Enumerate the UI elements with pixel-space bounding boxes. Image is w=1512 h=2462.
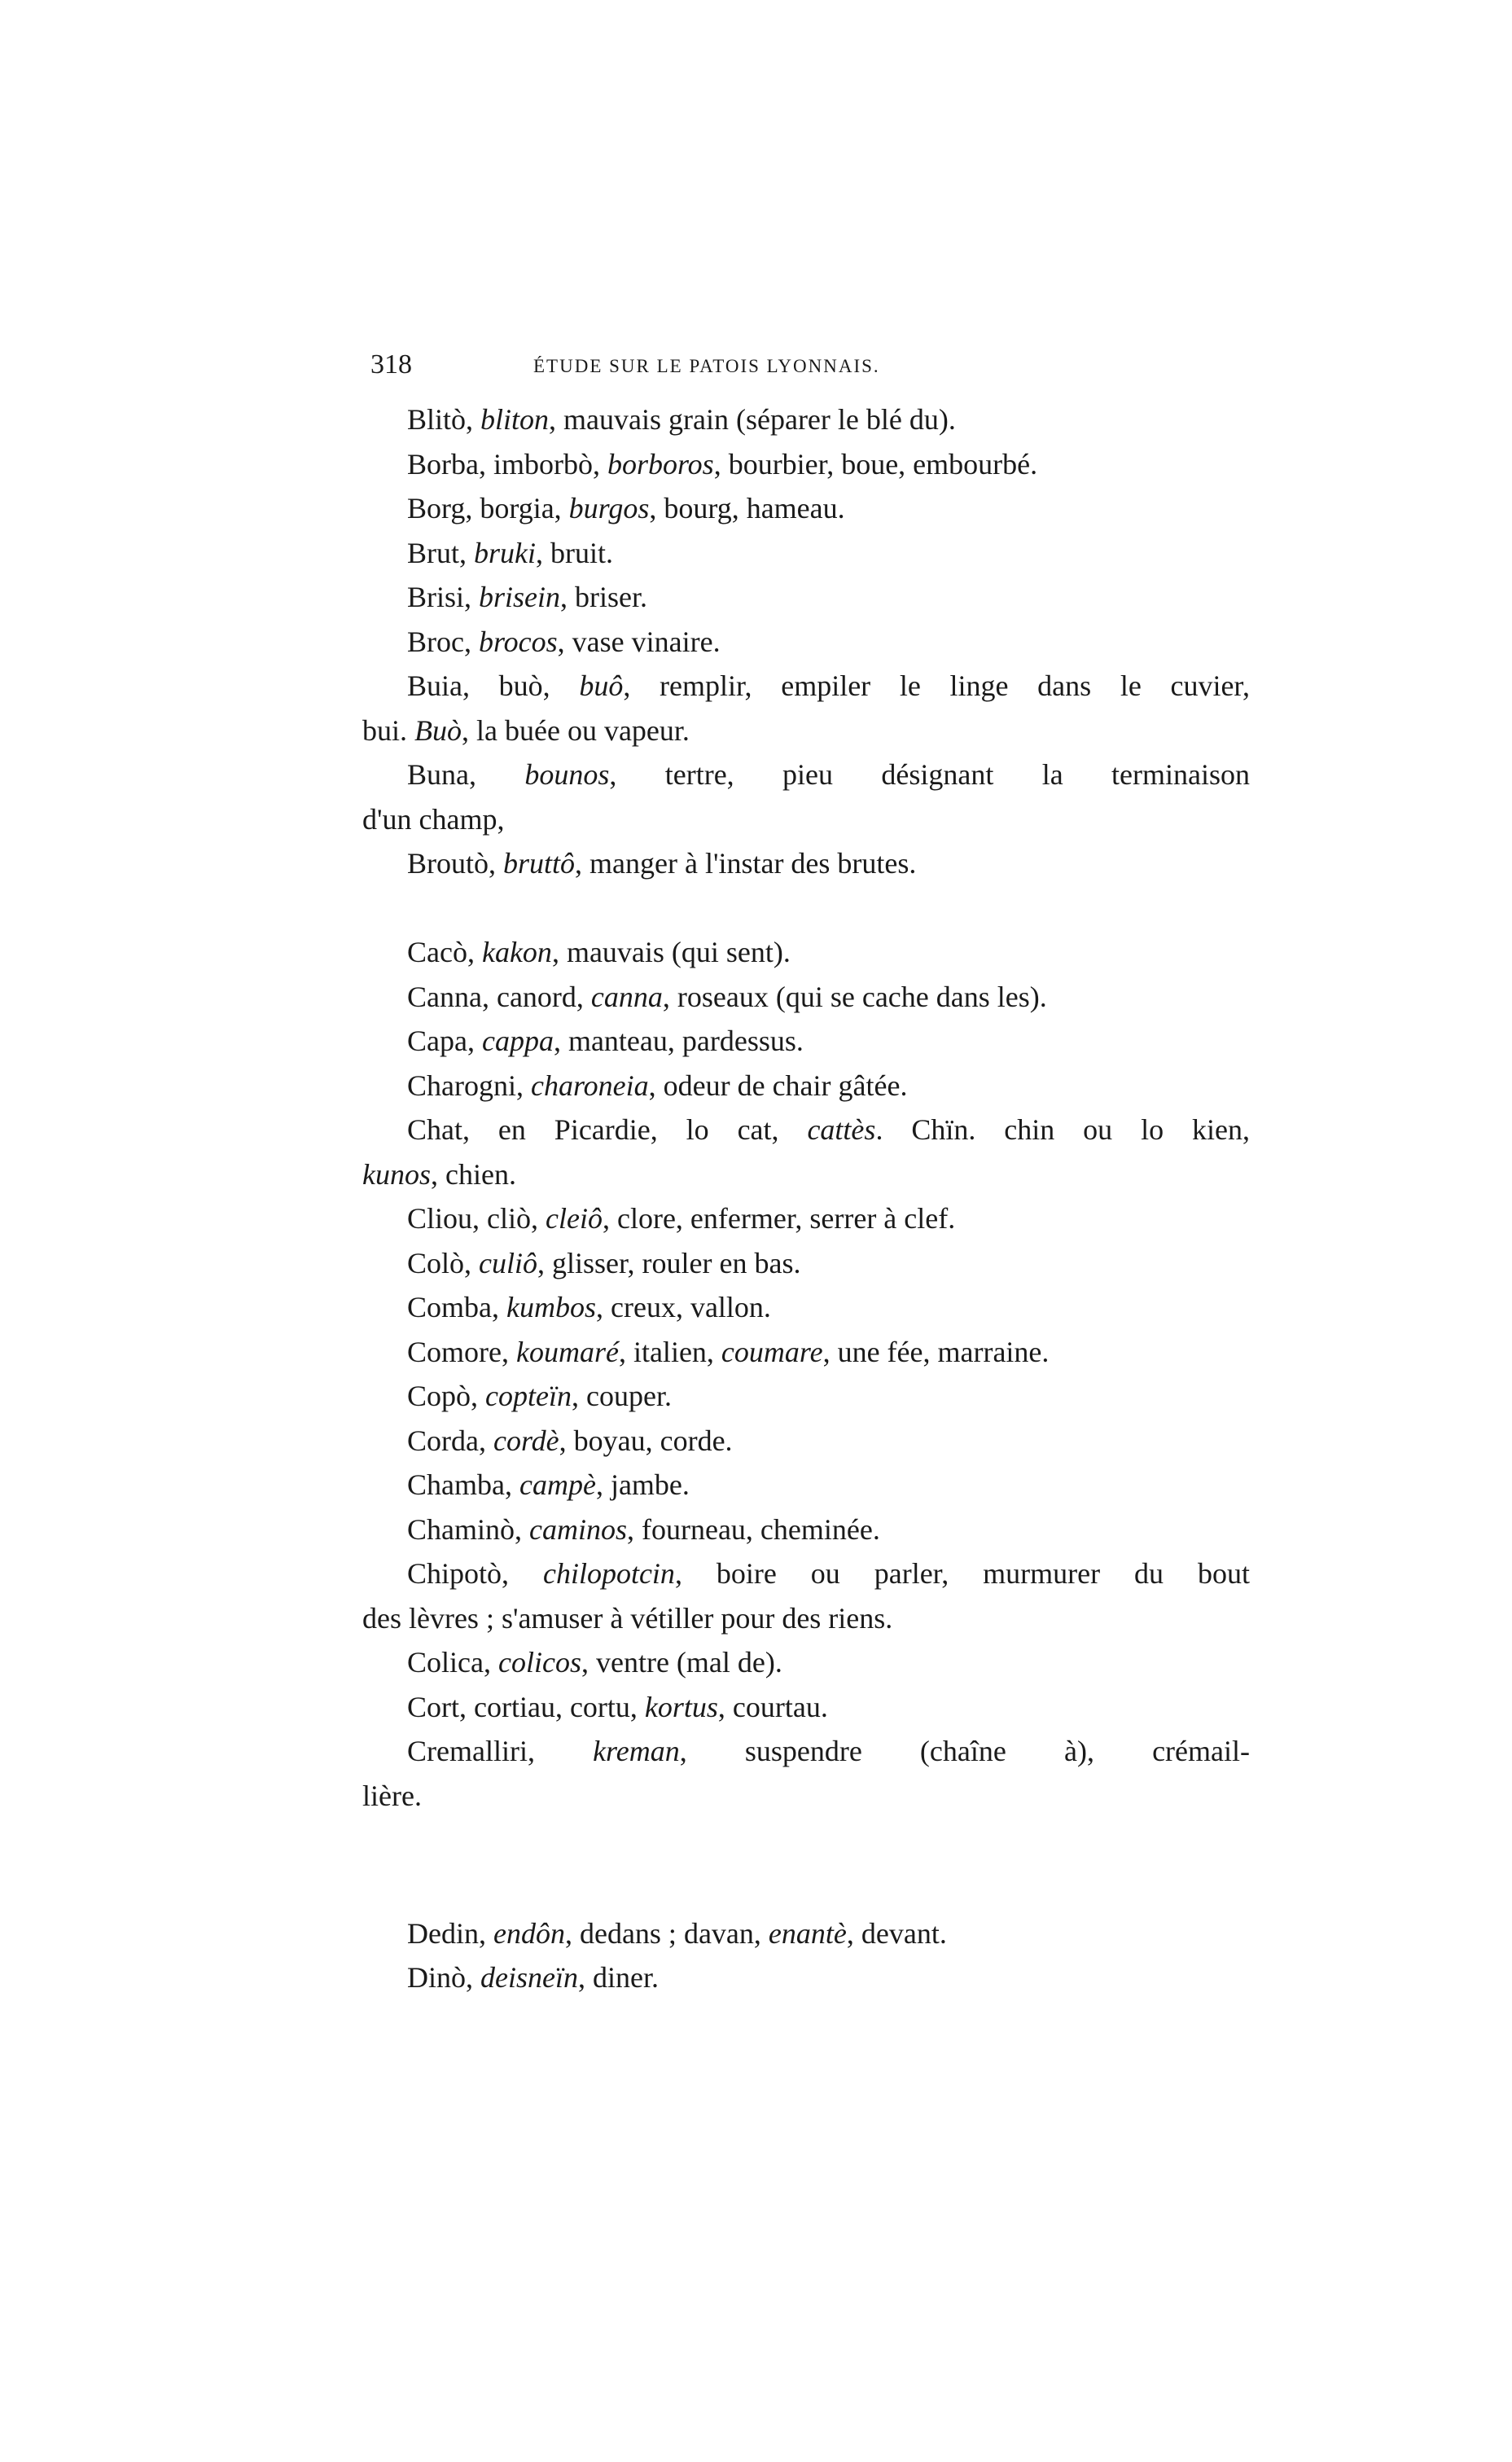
text-line: [362, 797, 1250, 842]
etymon-italic: brocos: [478, 625, 558, 658]
text-run: , clore, enfermer, serrer à clef.: [602, 1202, 956, 1235]
text-line: [362, 1419, 1250, 1464]
text-line: [362, 1551, 1250, 1596]
text-line: [362, 1774, 1250, 1819]
text-run: , chien.: [431, 1157, 516, 1191]
text-run: , dedans ; davan,: [564, 1916, 769, 1950]
text-run: Comba,: [407, 1291, 506, 1323]
text-line: [362, 486, 1250, 531]
text-run: , italien,: [618, 1335, 721, 1368]
text-run: , manteau, pardessus.: [553, 1025, 804, 1057]
text-line: [362, 1685, 1250, 1730]
text-line: [362, 1108, 1250, 1152]
text-run: Comore,: [407, 1335, 516, 1368]
etymon-italic: Buò: [414, 713, 462, 747]
running-head: ÉTUDE SUR LE PATOIS LYONNAIS.: [533, 356, 880, 376]
text-run: , tertre, pieu désignant la terminaison: [609, 758, 1250, 791]
etymon-italic: kreman: [593, 1735, 680, 1767]
etymon-italic: bliton: [480, 403, 550, 436]
text-line: [362, 1196, 1250, 1241]
text-run: Broutò,: [407, 847, 504, 880]
etymon-italic: kakon: [481, 936, 552, 968]
text-line: [362, 397, 1250, 442]
text-line: [362, 753, 1250, 797]
text-run: , remplir, empiler le linge dans le cuvier,: [623, 669, 1250, 702]
etymon-italic: colicos: [497, 1646, 581, 1679]
etymon-italic: enantè: [768, 1916, 847, 1950]
text-line: [362, 1596, 1250, 1641]
text-run: Canna, canord,: [407, 980, 591, 1013]
etymon-italic: cordè: [493, 1424, 559, 1457]
text-line: [362, 1152, 1250, 1197]
etymon-italic: bruttô: [503, 847, 576, 880]
text-run: Blitò,: [407, 403, 481, 436]
text-run: bui.: [362, 713, 415, 747]
text-line: [362, 442, 1250, 487]
text-run: , bourbier, boue, embourbé.: [713, 447, 1038, 481]
text-line: [362, 620, 1250, 665]
text-run: , suspendre (chaîne à), crémail-: [679, 1735, 1250, 1767]
text-run: , odeur de chair gâtée.: [648, 1069, 908, 1102]
etymon-italic: copteïn: [485, 1380, 572, 1412]
etymon-italic: cappa: [481, 1025, 554, 1057]
text-run: , mauvais grain (séparer le blé du).: [549, 403, 956, 436]
text-line: [362, 709, 1250, 753]
text-line: [362, 841, 1250, 886]
text-line: [362, 575, 1250, 620]
text-run: , roseaux (qui se cache dans les).: [662, 980, 1047, 1013]
text-run: Cliou, cliò,: [407, 1202, 546, 1235]
text-run: , vase vinaire.: [557, 625, 721, 658]
etymon-italic: koumaré: [515, 1335, 619, 1368]
etymon-italic: brisein: [479, 581, 561, 613]
text-run: Copò,: [407, 1380, 486, 1412]
text-line: [362, 1507, 1250, 1552]
section-spacer: [362, 886, 1250, 931]
text-line: [362, 1241, 1250, 1286]
text-line: [362, 531, 1250, 576]
text-line: [362, 664, 1250, 709]
text-line: [362, 1955, 1250, 2000]
text-run: , jambe.: [595, 1468, 690, 1501]
text-run: Chaminò,: [407, 1512, 529, 1546]
text-run: , manger à l'instar des brutes.: [575, 847, 917, 880]
text-line: [362, 1463, 1250, 1507]
etymon-italic: buô: [579, 669, 624, 702]
text-run: Buia, buò,: [407, 669, 580, 702]
text-run: Buna,: [407, 758, 525, 791]
etymon-italic: caminos: [529, 1512, 627, 1546]
text-run: , creux, vallon.: [596, 1291, 771, 1323]
text-run: Colica,: [407, 1646, 498, 1679]
text-run: , briser.: [560, 581, 648, 613]
text-run: Dinò,: [407, 1961, 480, 1994]
text-line: [362, 1374, 1250, 1419]
page-number: 318: [370, 349, 412, 380]
section-spacer: [362, 1818, 1250, 1863]
text-line: [362, 1285, 1250, 1330]
text-run: Chamba,: [407, 1468, 519, 1501]
etymon-italic: kunos: [362, 1157, 431, 1191]
etymon-italic: kortus: [644, 1690, 718, 1723]
text-run: Borba, imborbò,: [407, 447, 607, 481]
text-run: , courtau.: [717, 1690, 828, 1723]
etymon-italic: cattès: [807, 1113, 876, 1146]
text-run: Dedin,: [407, 1916, 493, 1950]
text-run: , devant.: [846, 1916, 947, 1950]
text-run: , diner.: [577, 1961, 659, 1994]
etymon-italic: bounos: [524, 758, 610, 791]
text-line: [362, 1064, 1250, 1108]
text-run: Chipotò,: [407, 1557, 543, 1590]
etymon-italic: kumbos: [506, 1291, 596, 1323]
glossary-entries: [362, 397, 1250, 2000]
text-run: Broc,: [407, 625, 479, 658]
text-run: , mauvais (qui sent).: [551, 936, 791, 968]
etymon-italic: canna: [590, 980, 663, 1013]
etymon-italic: endôn: [493, 1916, 565, 1950]
text-run: , une fée, marraine.: [822, 1335, 1050, 1368]
text-run: . Chïn. chin ou lo kien,: [875, 1113, 1250, 1146]
page-header: [370, 345, 1111, 384]
etymon-italic: coumare: [721, 1335, 823, 1368]
text-run: Cremalliri,: [407, 1735, 594, 1767]
text-run: Colò,: [407, 1246, 480, 1279]
text-run: Chat, en Picardie, lo cat,: [407, 1113, 808, 1146]
text-line: [362, 1640, 1250, 1685]
text-run: Charogni,: [407, 1069, 531, 1102]
text-run: Capa,: [407, 1025, 482, 1057]
text-run: lière.: [362, 1779, 422, 1812]
text-run: , bourg, hameau.: [649, 492, 845, 524]
etymon-italic: deisneïn: [480, 1961, 578, 1994]
text-run: , glisser, rouler en bas.: [537, 1246, 801, 1279]
text-run: , couper.: [571, 1380, 672, 1412]
etymon-italic: charoneia: [530, 1069, 649, 1102]
etymon-italic: chilopotcin: [542, 1557, 675, 1590]
etymon-italic: bruki: [474, 536, 537, 569]
text-run: Cacò,: [407, 936, 482, 968]
text-line: [362, 1729, 1250, 1774]
text-run: , ventre (mal de).: [581, 1646, 782, 1679]
text-run: , boire ou parler, murmurer du bout: [674, 1557, 1251, 1590]
etymon-italic: culiô: [479, 1246, 537, 1279]
text-line: [362, 930, 1250, 975]
text-run: , fourneau, cheminée.: [627, 1512, 880, 1546]
text-run: Borg, borgia,: [407, 492, 569, 524]
etymon-italic: borboros: [607, 447, 714, 481]
etymon-italic: cleiô: [546, 1202, 603, 1235]
text-line: [362, 1911, 1250, 1956]
text-run: d'un champ,: [362, 802, 505, 836]
text-run: Cort, cortiau, cortu,: [407, 1690, 645, 1723]
text-run: , la buée ou vapeur.: [462, 713, 690, 747]
text-run: Brut,: [407, 536, 475, 569]
text-line: [362, 1019, 1250, 1064]
text-run: , boyau, corde.: [559, 1424, 733, 1457]
text-run: Corda,: [407, 1424, 493, 1457]
text-line: [362, 975, 1250, 1020]
section-spacer: [362, 1863, 1250, 1911]
text-run: Brisi,: [407, 581, 480, 613]
text-run: , bruit.: [536, 536, 614, 569]
text-line: [362, 1330, 1250, 1375]
etymon-italic: burgos: [568, 492, 650, 524]
text-run: des lèvres ; s'amuser à vétiller pour des riens.: [362, 1601, 893, 1635]
etymon-italic: campè: [519, 1468, 596, 1501]
